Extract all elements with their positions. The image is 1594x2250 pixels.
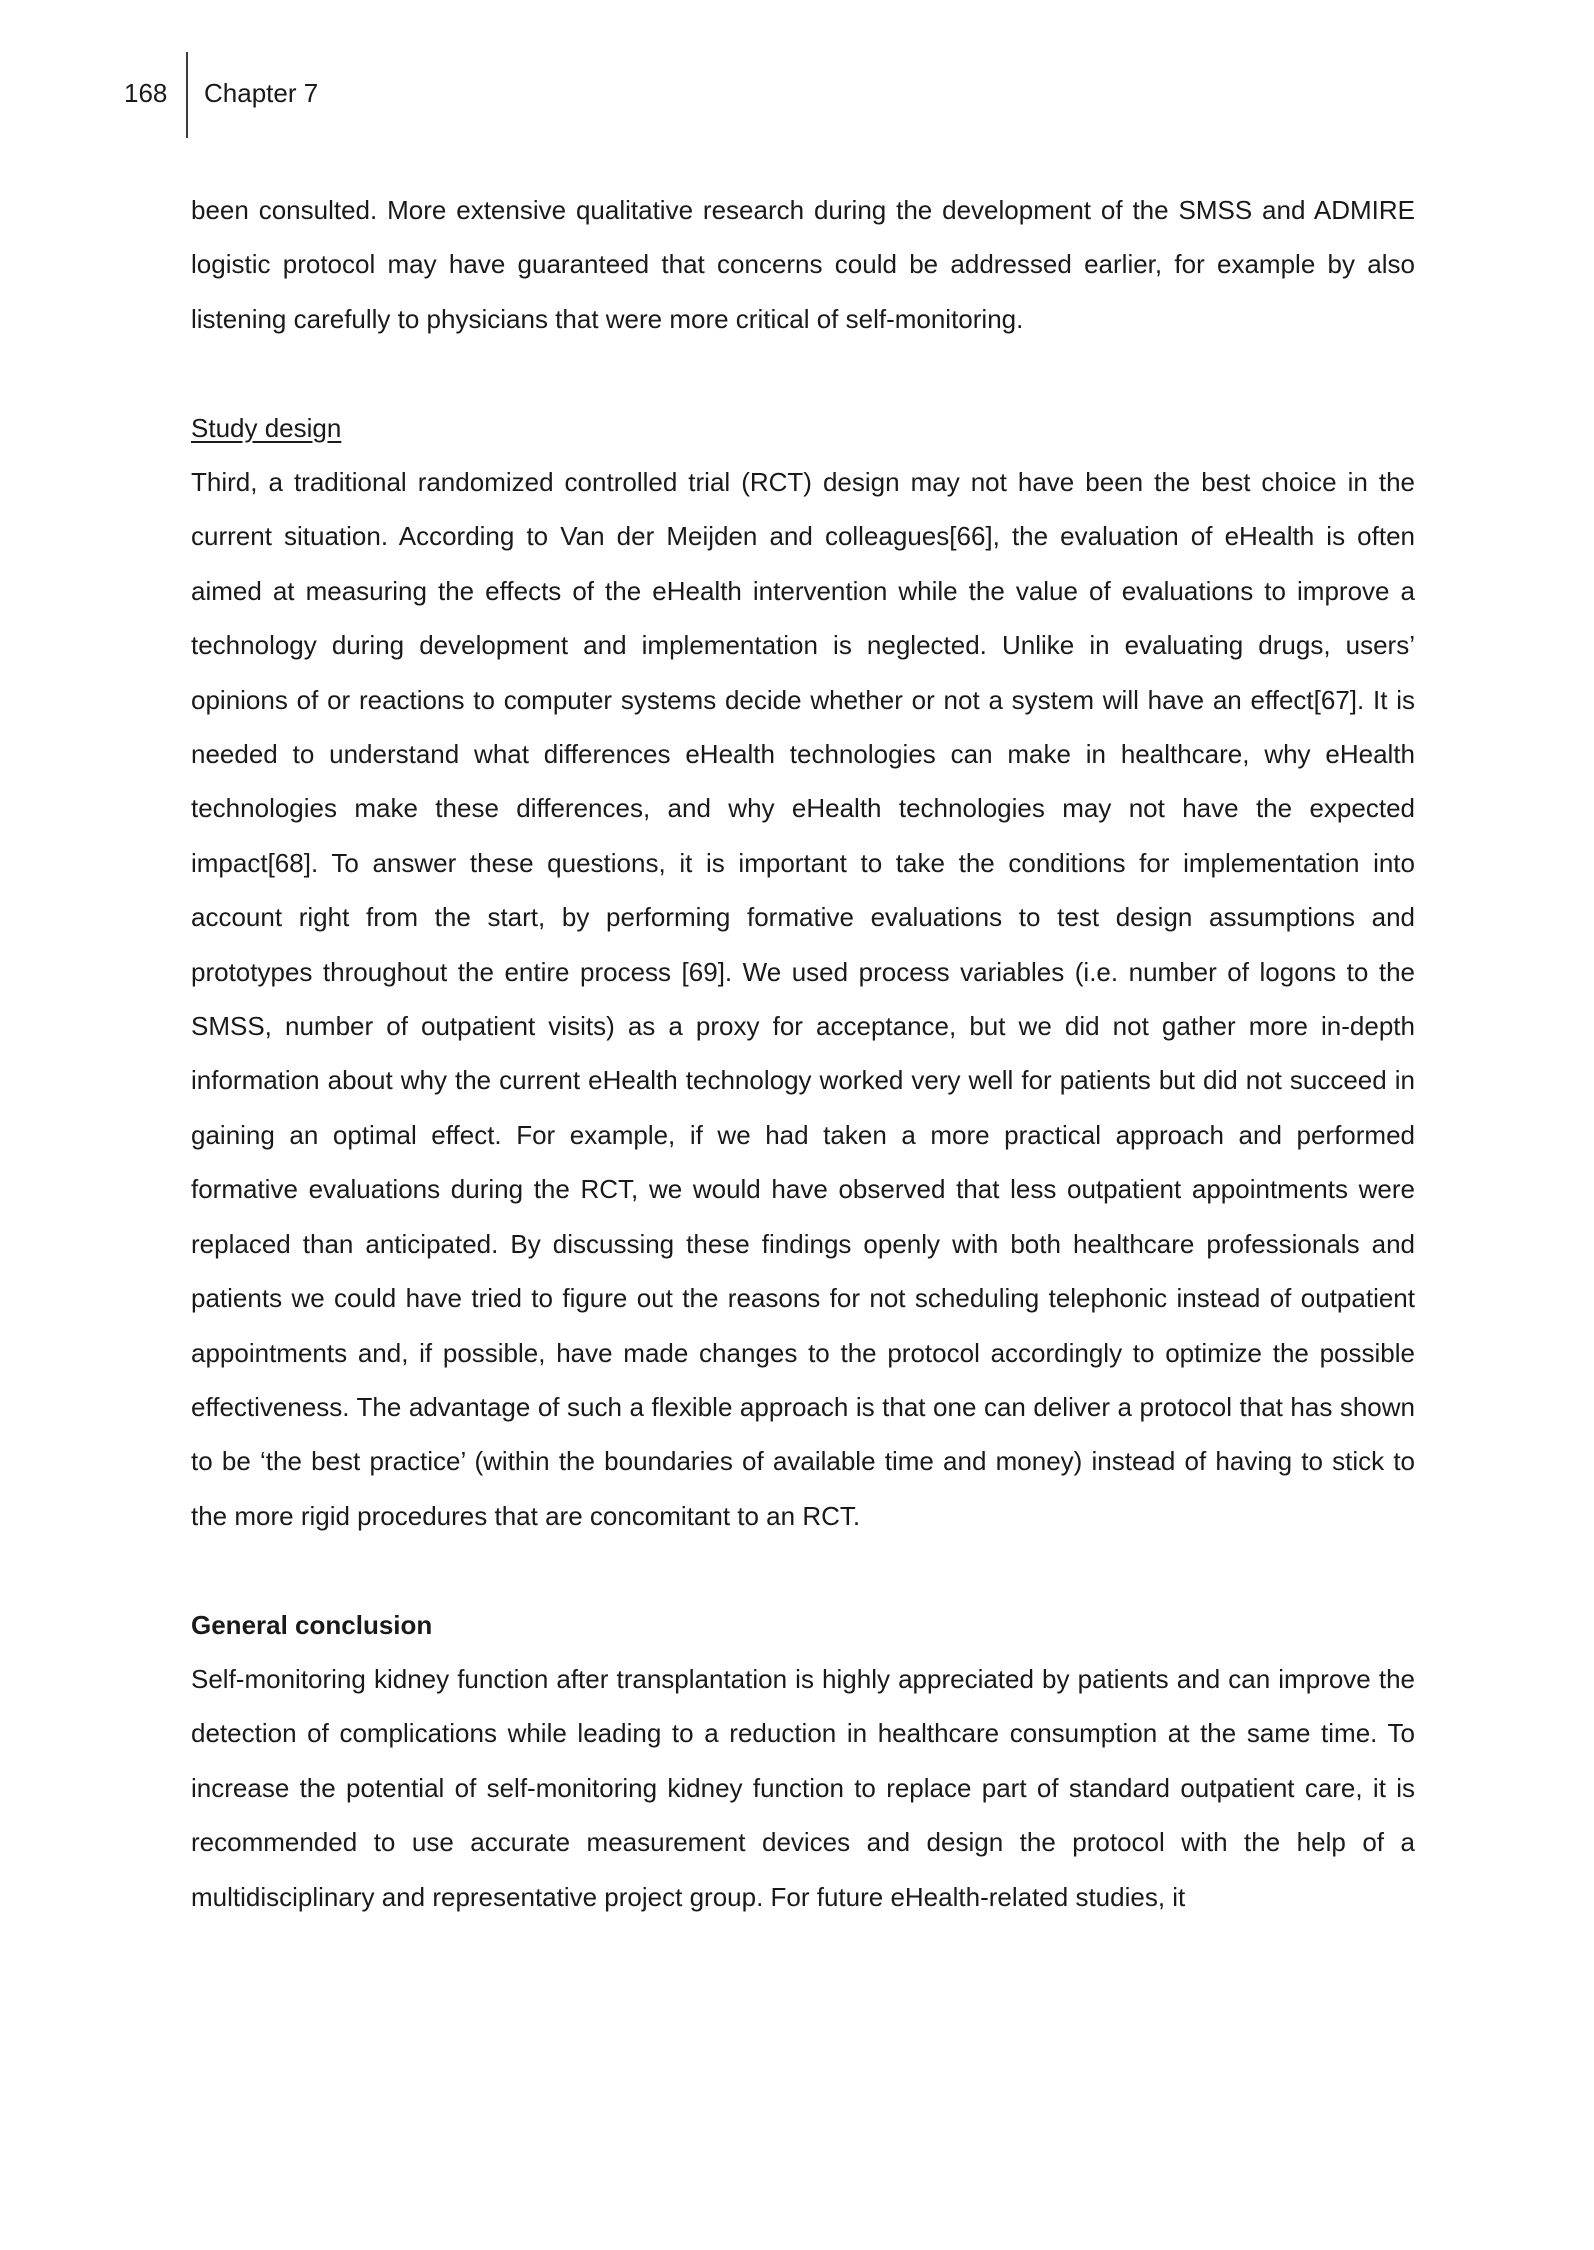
page-body: [191, 183, 1415, 1924]
chapter-title: Chapter 7: [204, 78, 319, 108]
page-number: 168: [124, 78, 168, 108]
intro-paragraph: been consulted. More extensive qualitative research during the development of the SMSS and ADMIRE logistic protocol may have guaranteed that concerns could be addressed earlier, for example by also listening carefully to physicians that were more critical of self-monitoring.: [191, 195, 1415, 334]
study-design-paragraph: Third, a traditional randomized controlled trial (RCT) design may not have been the best choice in the current situation. According to Van der Meijden and colleagues[66], the evaluation of eHealth is often aimed at measuring the effects of the eHealth intervention while the value of evaluations to improve a technology during development and implementation is neglected. Unlike in evaluating drugs, users’ opinions of or reactions to computer systems decide whether or not a system will have an effect[67]. It is needed to understand what differences eHealth technologies can make in healthcare, why eHealth technologies make these differences, and why eHealth technologies may not have the expected impact[68]. To answer these questions, it is important to take the conditions for implementation into account right from the start, by performing formative evaluations to test design assumptions and prototypes throughout the entire process [69]. We used process variables (i.e. number of logons to the SMSS, number of outpatient visits) as a proxy for acceptance, but we did not gather more in-depth information about why the current eHealth technology worked very well for patients but did not succeed in gaining an optimal effect. For example, if we had taken a more practical approach and performed formative evaluations during the RCT, we would have observed that less outpatient appointments were replaced than anticipated. By discussing these findings openly with both healthcare professionals and patients we could have tried to figure out the reasons for not scheduling telephonic instead of outpatient appointments and, if possible, have made changes to the protocol accordingly to optimize the possible effectiveness. The advantage of such a flexible approach is that one can deliver a protocol that has shown to be ‘the best practice’ (within the boundaries of available time and money) instead of having to stick to the more rigid procedures that are concomitant to an RCT.: [191, 467, 1415, 1531]
header-divider: [186, 52, 188, 138]
page-header: [0, 52, 1594, 142]
general-conclusion-paragraph: Self-monitoring kidney function after transplantation is highly appreciated by patients and can improve the detection of complications while leading to a reduction in healthcare consumption at the same time. To increase the potential of self-monitoring kidney function to replace part of standard outpatient care, it is recommended to use accurate measurement devices and design the protocol with the help of a multidisciplinary and representative project group. For future eHealth-related studies, it: [191, 1663, 1415, 1912]
general-conclusion-heading: General conclusion: [191, 1609, 433, 1640]
study-design-heading: Study design: [191, 412, 342, 443]
